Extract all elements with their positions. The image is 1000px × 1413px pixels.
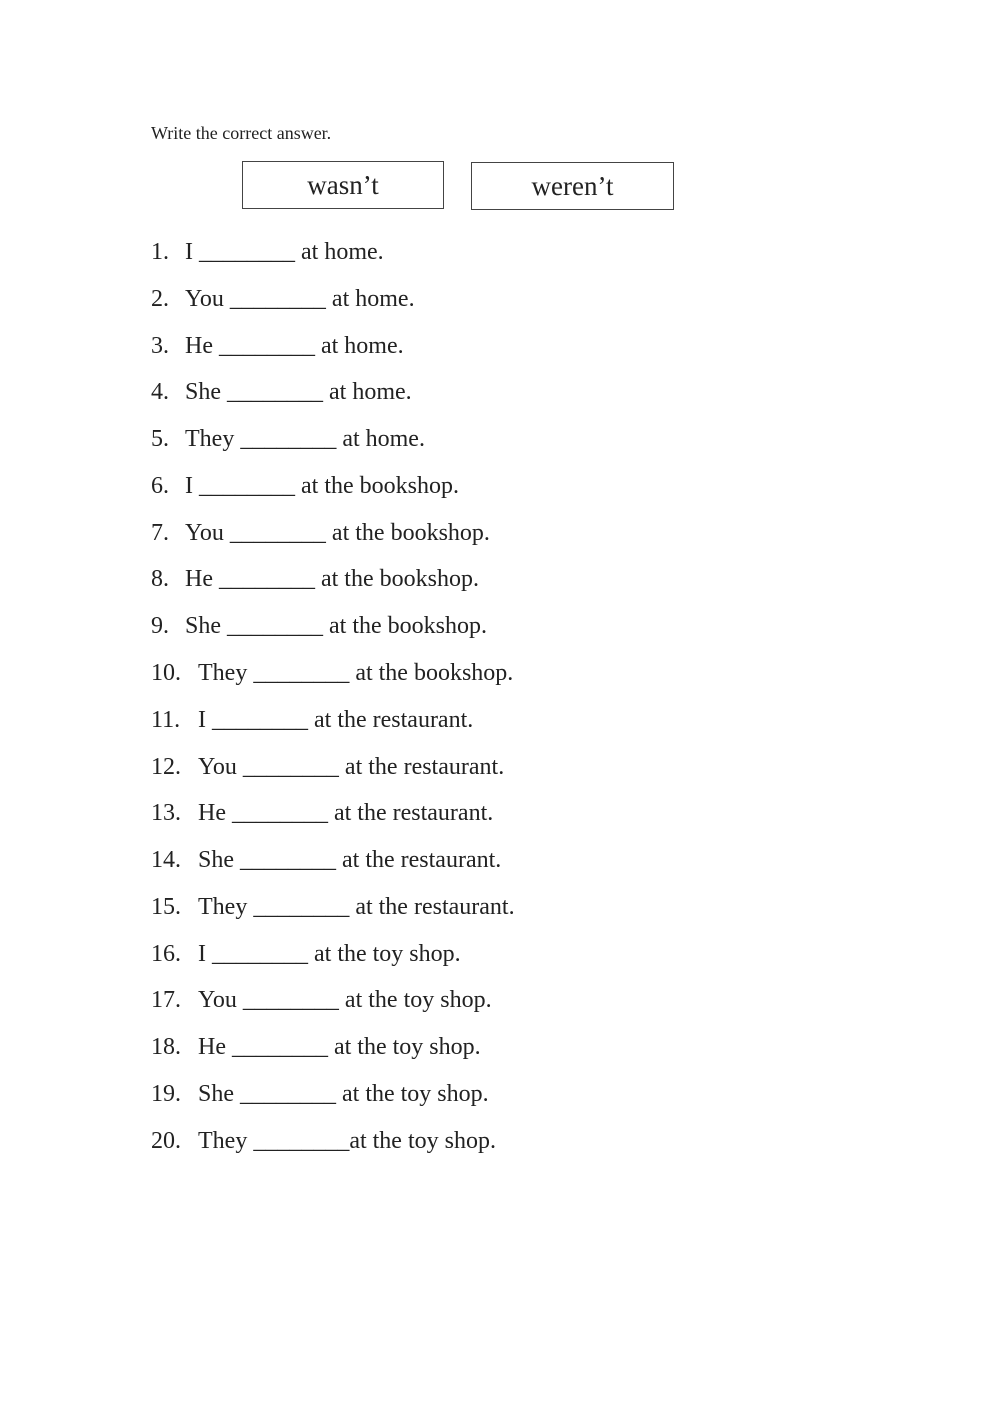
question-item [151,611,487,641]
question-item [151,752,504,782]
question-item [151,845,501,875]
question-number: 1. [151,239,169,265]
question-item [151,1032,481,1062]
word-bank-option-werent: weren’t [471,162,674,210]
question-item [151,424,425,454]
question-item [151,237,384,267]
question-number: 20. [151,1128,181,1154]
question-text: She ________ at the toy shop. [198,1081,489,1107]
question-number: 13. [151,800,181,826]
question-number: 7. [151,520,169,546]
question-item [151,658,513,688]
question-item [151,798,493,828]
question-item [151,284,415,314]
question-text: You ________ at the bookshop. [185,520,490,546]
question-text: He ________ at the restaurant. [198,800,494,826]
question-text: I ________ at the bookshop. [185,473,459,499]
question-text: They ________at the toy shop. [198,1128,496,1154]
question-text: I ________ at the restaurant. [198,707,474,733]
question-text: You ________ at home. [185,286,415,312]
question-number: 17. [151,987,181,1013]
question-item [151,939,461,969]
question-item [151,705,473,735]
question-item [151,331,404,361]
question-number: 18. [151,1034,181,1060]
question-number: 11. [151,707,181,733]
question-item [151,518,490,548]
instruction-text: Write the correct answer. [151,123,332,143]
question-number: 3. [151,333,169,359]
question-number: 9. [151,613,169,639]
word-bank-option-wasnt: wasn’t [242,161,444,209]
question-text: I ________ at the toy shop. [198,941,461,967]
question-number: 19. [151,1081,181,1107]
question-item [151,564,479,594]
question-text: They ________ at the bookshop. [198,660,514,686]
question-text: They ________ at home. [185,426,425,452]
question-text: She ________ at home. [185,379,412,405]
question-item [151,377,412,407]
question-text: He ________ at the bookshop. [185,566,479,592]
question-number: 10. [151,660,181,686]
question-text: I ________ at home. [185,239,384,265]
question-text: She ________ at the restaurant. [198,847,502,873]
question-number: 15. [151,894,181,920]
question-text: You ________ at the restaurant. [198,754,505,780]
question-item [151,985,492,1015]
question-number: 12. [151,754,181,780]
question-text: She ________ at the bookshop. [185,613,487,639]
question-number: 8. [151,566,169,592]
question-number: 14. [151,847,181,873]
question-number: 4. [151,379,169,405]
question-item [151,471,459,501]
question-text: They ________ at the restaurant. [198,894,515,920]
question-number: 5. [151,426,169,452]
question-text: He ________ at home. [185,333,404,359]
question-item [151,1079,489,1109]
question-number: 2. [151,286,169,312]
question-text: You ________ at the toy shop. [198,987,492,1013]
question-item [151,892,515,922]
question-number: 16. [151,941,181,967]
question-item [151,1126,496,1156]
question-text: He ________ at the toy shop. [198,1034,481,1060]
question-number: 6. [151,473,169,499]
